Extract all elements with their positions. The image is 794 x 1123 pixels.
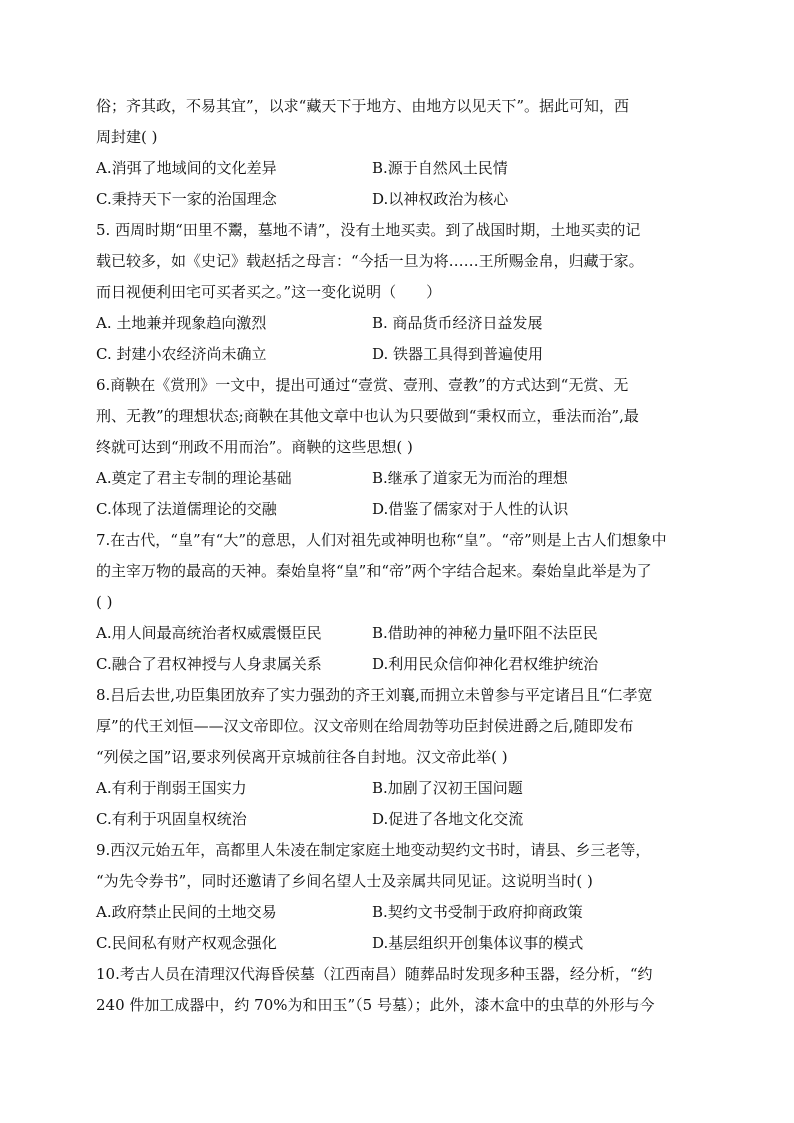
options-row — [96, 897, 708, 928]
question-text-line: 8.吕后去世,功臣集团放弃了实力强劲的齐王刘襄,而拥立未曾参与平定诸吕且“仁孝宽 — [96, 686, 653, 704]
answer-option[interactable]: D.利用民众信仰神化君权维护统治 — [372, 655, 599, 673]
answer-option[interactable]: D. 铁器工具得到普遍使用 — [372, 345, 544, 363]
options-row — [96, 773, 708, 804]
question-block — [96, 525, 708, 680]
question-text-line: 而日视便利田宅可买者买之。”这一变化说明（ ） — [96, 283, 442, 301]
answer-option[interactable]: D.促进了各地文化交流 — [372, 810, 524, 828]
answer-option[interactable]: B.契约文书受制于政府抑商政策 — [372, 903, 583, 921]
question-block — [96, 959, 708, 1021]
question-block — [96, 370, 708, 525]
question-text-line: “列侯之国”诏,要求列侯离开京城前往各自封地。汉文帝此举( ) — [96, 748, 508, 766]
answer-option[interactable]: D.基层组织开创集体议事的模式 — [372, 934, 584, 952]
answer-option[interactable]: C.秉持天下一家的治国理念 — [96, 190, 277, 208]
answer-option[interactable]: B.继承了道家无为而治的理想 — [372, 469, 568, 487]
question-block — [96, 835, 708, 959]
question-text-line: 刑、无教”的理想状态;商鞅在其他文章中也认为只要做到“秉权而立，垂法而治”,最 — [96, 407, 639, 425]
question-text-line: 7.在古代，“皇”有“大”的意思，人们对祖先或神明也称“皇”。“帝”则是上古人们想象中 — [96, 531, 667, 549]
answer-option[interactable]: B.源于自然风土民情 — [372, 159, 508, 177]
question-text-line: 周封建( ) — [96, 128, 158, 146]
answer-option[interactable]: A.消弭了地域间的文化差异 — [96, 159, 277, 177]
answer-option[interactable]: A.奠定了君主专制的理论基础 — [96, 469, 292, 487]
answer-option[interactable]: A.政府禁止民间的土地交易 — [96, 903, 277, 921]
question-text-line: 10.考古人员在清理汉代海昏侯墓（江西南昌）随葬品时发现多种玉器，经分析，“约 — [96, 965, 653, 983]
answer-option[interactable]: D.借鉴了儒家对于人性的认识 — [372, 500, 569, 518]
question-text-line: 的主宰万物的最高的天神。秦始皇将“皇”和“帝”两个字结合起来。秦始皇此举是为了 — [96, 562, 652, 580]
question-text-line: 厚”的代王刘恒——汉文帝即位。汉文帝则在给周勃等功臣封侯进爵之后,随即发布 — [96, 717, 634, 735]
answer-option[interactable]: C.融合了君权神授与人身隶属关系 — [96, 655, 322, 673]
question-text-line: 9.西汉元始五年，高都里人朱凌在制定家庭土地变动契约文书时，请县、乡三老等， — [96, 841, 651, 859]
answer-option[interactable]: D.以神权政治为核心 — [372, 190, 509, 208]
answer-option[interactable]: B.加剧了汉初王国问题 — [372, 779, 523, 797]
question-text-line: 终就可达到“刑政不用而治”。商鞅的这些思想( ) — [96, 438, 413, 456]
options-row — [96, 494, 708, 525]
question-text-line: 俗；齐其政，不易其宜”，以求“藏天下于地方、由地方以见天下”。据此可知，西 — [96, 97, 630, 115]
answer-option[interactable]: A. 土地兼并现象趋向激烈 — [96, 314, 267, 332]
options-row — [96, 804, 708, 835]
options-row — [96, 463, 708, 494]
options-row — [96, 153, 708, 184]
question-block — [96, 680, 708, 835]
options-row — [96, 618, 708, 649]
answer-option[interactable]: C.体现了法道儒理论的交融 — [96, 500, 277, 518]
question-text-line: ( ) — [96, 593, 113, 611]
options-row — [96, 184, 708, 215]
answer-option[interactable]: B. 商品货币经济日益发展 — [372, 314, 543, 332]
answer-option[interactable]: C.有利于巩固皇权统治 — [96, 810, 247, 828]
question-text-line: 载已较多，如《史记》载赵括之母言：“今括一旦为将……王所赐金帛，归藏于家。 — [96, 252, 644, 270]
question-text-line: 240 件加工成器中，约 70%为和田玉”（5 号墓）；此外，漆木盒中的虫草的外形与今 — [96, 996, 655, 1014]
question-block — [96, 91, 708, 215]
options-row — [96, 308, 708, 339]
question-list — [96, 91, 708, 1021]
answer-option[interactable]: A.用人间最高统治者权威震慑臣民 — [96, 624, 322, 642]
options-row — [96, 649, 708, 680]
answer-option[interactable]: B.借助神的神秘力量吓阻不法臣民 — [372, 624, 598, 642]
answer-option[interactable]: C.民间私有财产权观念强化 — [96, 934, 277, 952]
question-text-line: “为先令券书”，同时还邀请了乡间名望人士及亲属共同见证。这说明当时( ) — [96, 872, 593, 890]
question-text-line: 5. 西周时期“田里不鬻，墓地不请”，没有土地买卖。到了战国时期，土地买卖的记 — [96, 221, 641, 239]
options-row — [96, 339, 708, 370]
options-row — [96, 928, 708, 959]
question-block — [96, 215, 708, 370]
question-text-line: 6.商鞅在《赏刑》一文中，提出可通过“壹赏、壹刑、壹教”的方式达到“无赏、无 — [96, 376, 629, 394]
answer-option[interactable]: A.有利于削弱王国实力 — [96, 779, 247, 797]
answer-option[interactable]: C. 封建小农经济尚未确立 — [96, 345, 267, 363]
